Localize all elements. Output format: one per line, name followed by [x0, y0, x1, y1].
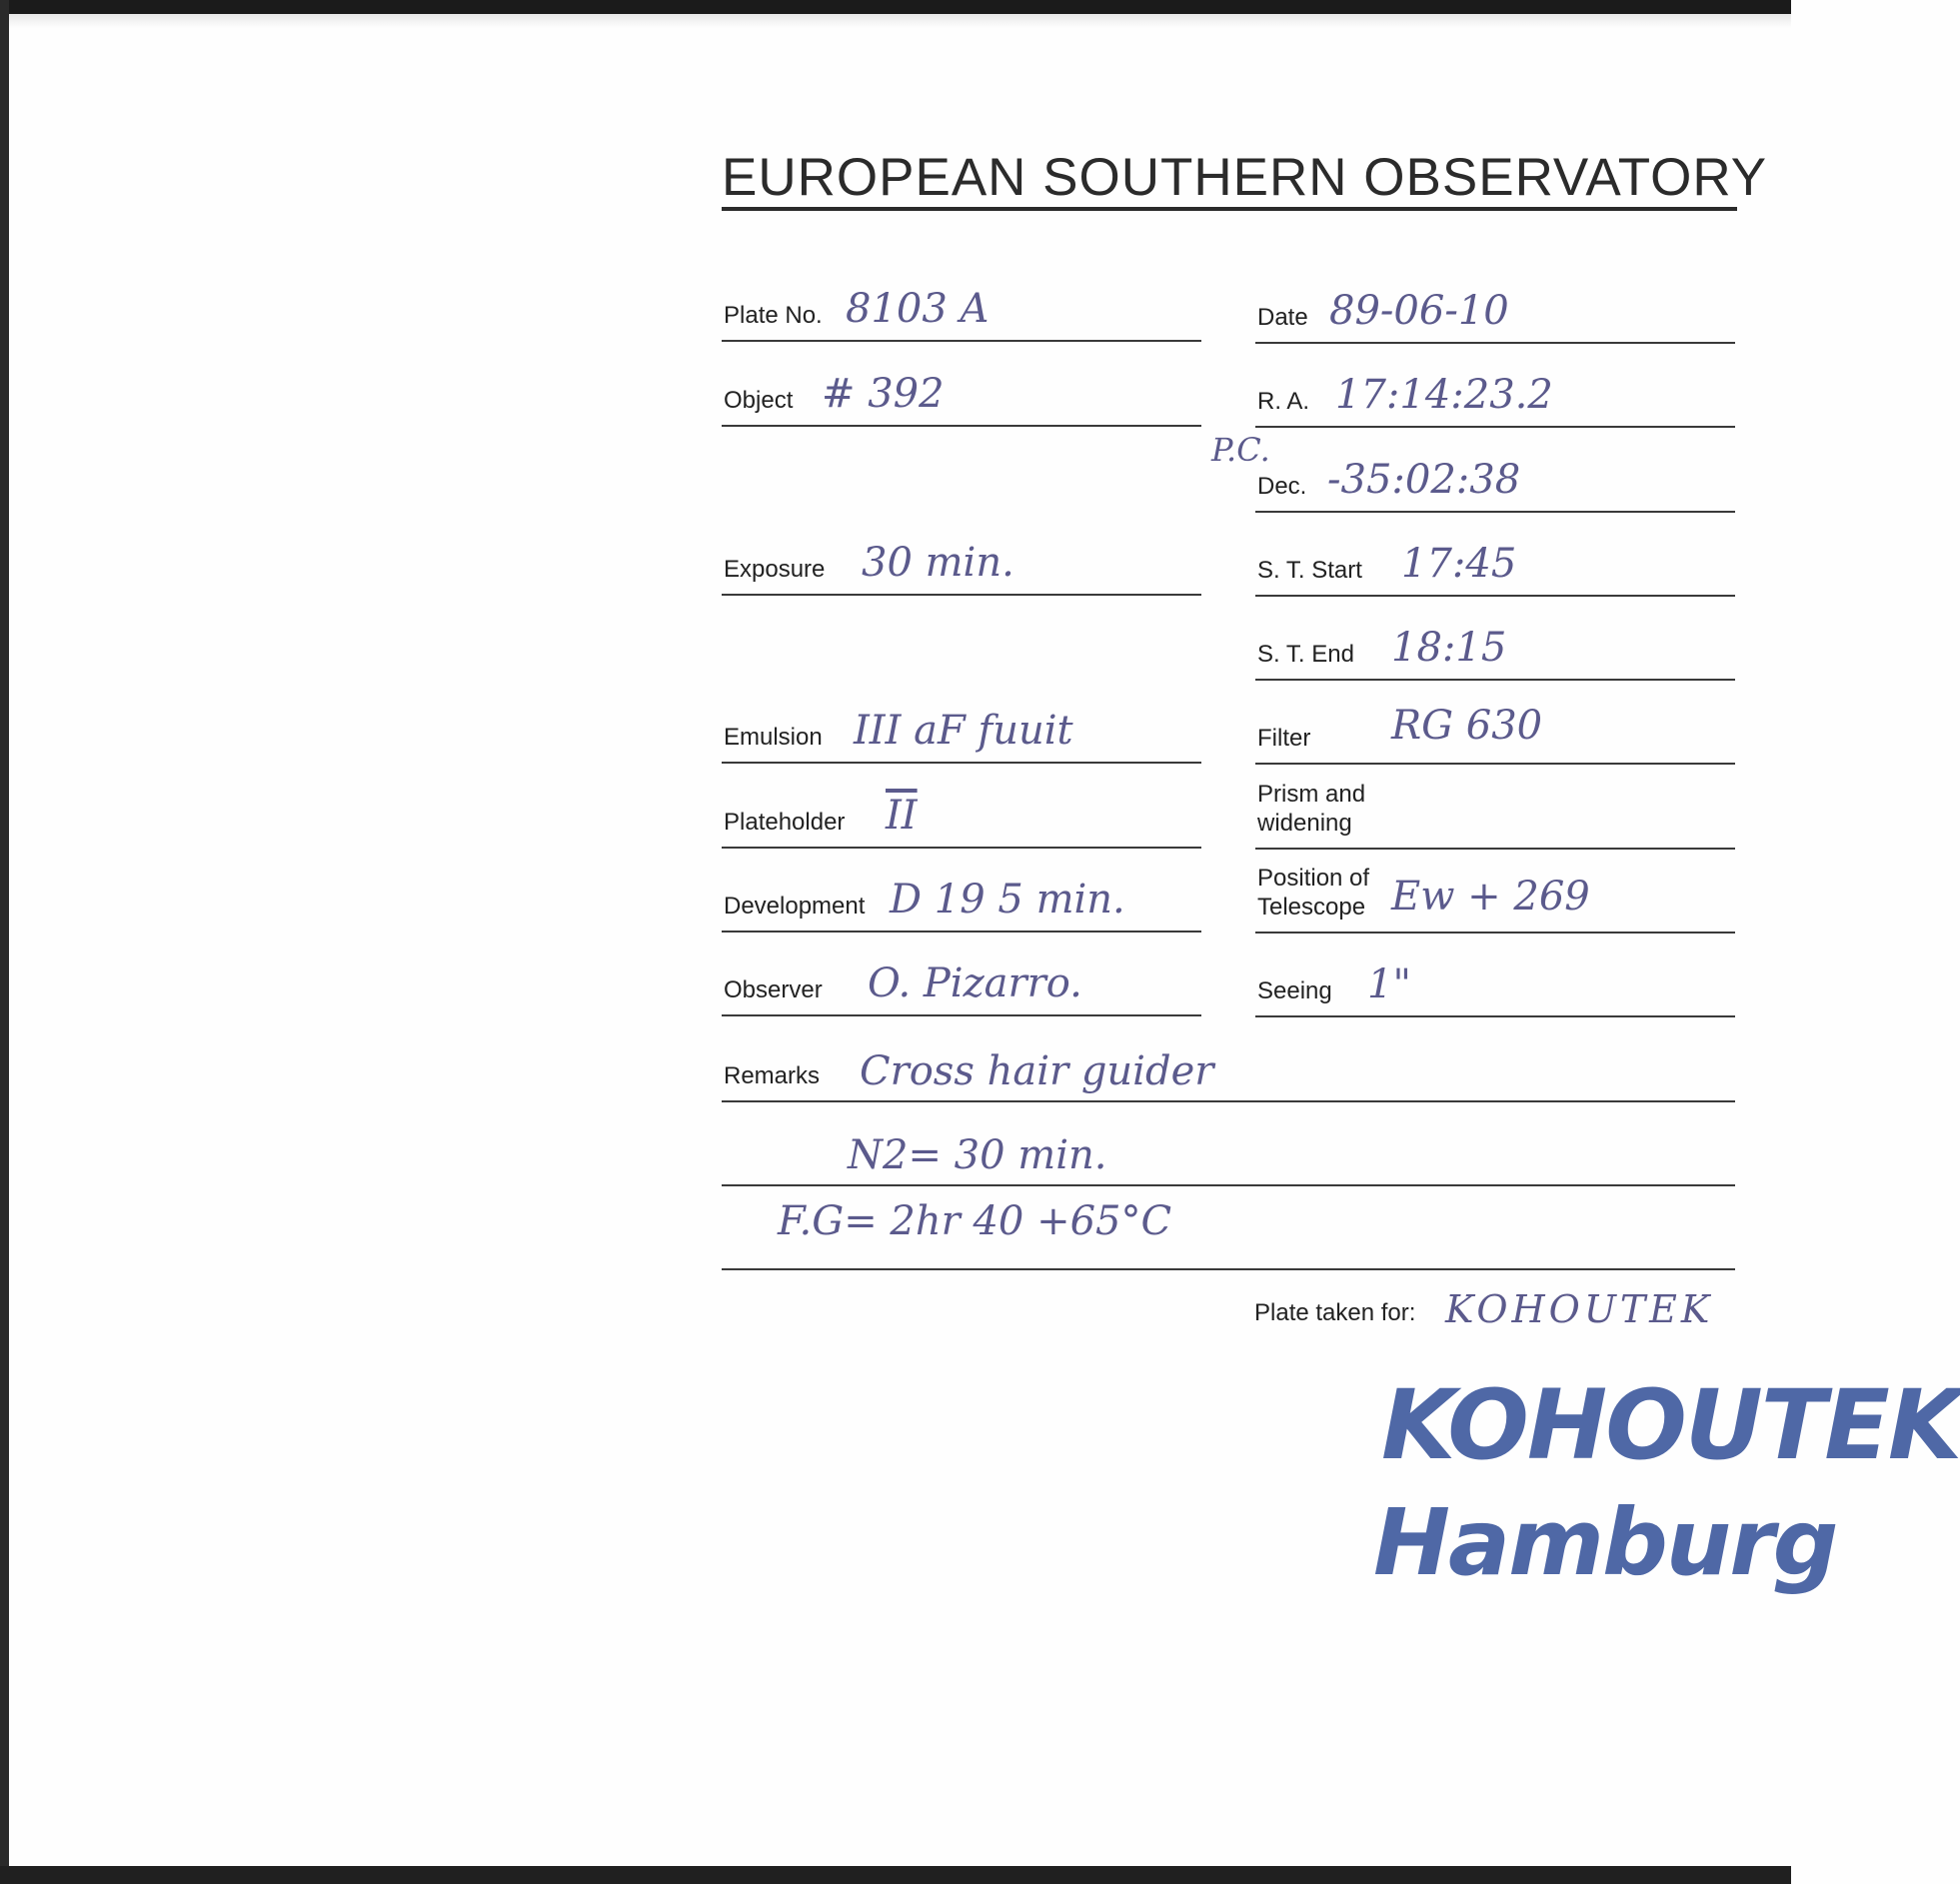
st-end-value: 18:15 [1391, 625, 1507, 671]
page-title: EUROPEAN SOUTHERN OBSERVATORY [722, 148, 1768, 207]
emulsion-field [722, 684, 1201, 764]
marker-note-line1: KOHOUTEK [1381, 1369, 1960, 1481]
remarks-line3-value: F.G= 2hr 40 +65°C [778, 1198, 1172, 1244]
st-end-label: S. T. End [1257, 641, 1354, 668]
dec-field [1255, 433, 1735, 513]
remarks-line2-value: N2= 30 min. [848, 1132, 1107, 1178]
date-label: Date [1257, 304, 1308, 331]
title-underline [722, 207, 1737, 211]
remarks-value: Cross hair guider [860, 1048, 1214, 1094]
seeing-field [1255, 938, 1735, 1017]
date-field [1255, 264, 1735, 344]
observer-label: Observer [724, 976, 823, 1003]
scan-edge-top [0, 0, 1791, 14]
st-start-label: S. T. Start [1257, 557, 1362, 584]
position-label-line1: Position of [1257, 865, 1370, 892]
exposure-value: 30 min. [862, 540, 1014, 586]
scan-edge-bottom [0, 1866, 1791, 1884]
position-label-line2: Telescope [1257, 894, 1366, 921]
ra-field [1255, 348, 1735, 428]
seeing-label: Seeing [1257, 977, 1332, 1004]
dec-value: -35:02:38 [1327, 457, 1521, 503]
position-field [1255, 854, 1735, 934]
exposure-field [722, 516, 1201, 596]
scan-edge-left [0, 0, 9, 1884]
plate-taken-for-label: Plate taken for: [1254, 1299, 1416, 1326]
plate-taken-for-value: KOHOUTEK [1445, 1287, 1714, 1331]
development-label: Development [724, 893, 866, 920]
remarks-label: Remarks [724, 1062, 821, 1089]
observer-value: O. Pizarro. [868, 960, 1082, 1006]
exposure-label: Exposure [724, 556, 826, 583]
object-field [722, 347, 1201, 427]
prism-label-line2: widening [1257, 810, 1352, 837]
st-start-value: 17:45 [1401, 541, 1517, 587]
dec-label: Dec. [1257, 473, 1307, 500]
prism-field [1255, 770, 1735, 850]
plateholder-value: $\overline{II}$ [886, 793, 918, 839]
position-label [1257, 864, 1369, 922]
plateholder-field [722, 769, 1201, 849]
seeing-value: 1" [1367, 961, 1411, 1007]
remarks-field [722, 1022, 1735, 1102]
date-value: 89-06-10 [1329, 288, 1509, 334]
object-value: # 392 [822, 371, 945, 417]
emulsion-label: Emulsion [724, 724, 823, 751]
position-value: Ew + 269 [1391, 874, 1590, 920]
plateholder-label: Plateholder [724, 809, 846, 836]
remarks-line2-field [722, 1106, 1735, 1186]
ra-label: R. A. [1257, 388, 1310, 415]
ra-value: 17:14:23.2 [1335, 372, 1553, 418]
filter-label: Filter [1257, 725, 1311, 752]
emulsion-value: III aF fuuit [854, 708, 1073, 754]
st-end-field [1255, 601, 1735, 681]
observer-field [722, 937, 1201, 1016]
object-label: Object [724, 387, 794, 414]
prism-label [1257, 780, 1365, 838]
plate-no-value: 8103 A [846, 286, 989, 332]
scan-shadow [9, 14, 1791, 28]
marker-note-line2: Hamburg [1373, 1489, 1837, 1596]
pc-note: P.C. [1211, 431, 1270, 469]
st-start-field [1255, 517, 1735, 597]
prism-label-line1: Prism and [1257, 781, 1366, 808]
development-field [722, 853, 1201, 933]
development-value: D 19 5 min. [890, 877, 1125, 923]
plate-no-label: Plate No. [724, 302, 823, 329]
remarks-line3-field [722, 1190, 1735, 1270]
filter-field [1255, 685, 1735, 765]
plate-no-field [722, 262, 1201, 342]
filter-value: RG 630 [1391, 703, 1543, 749]
